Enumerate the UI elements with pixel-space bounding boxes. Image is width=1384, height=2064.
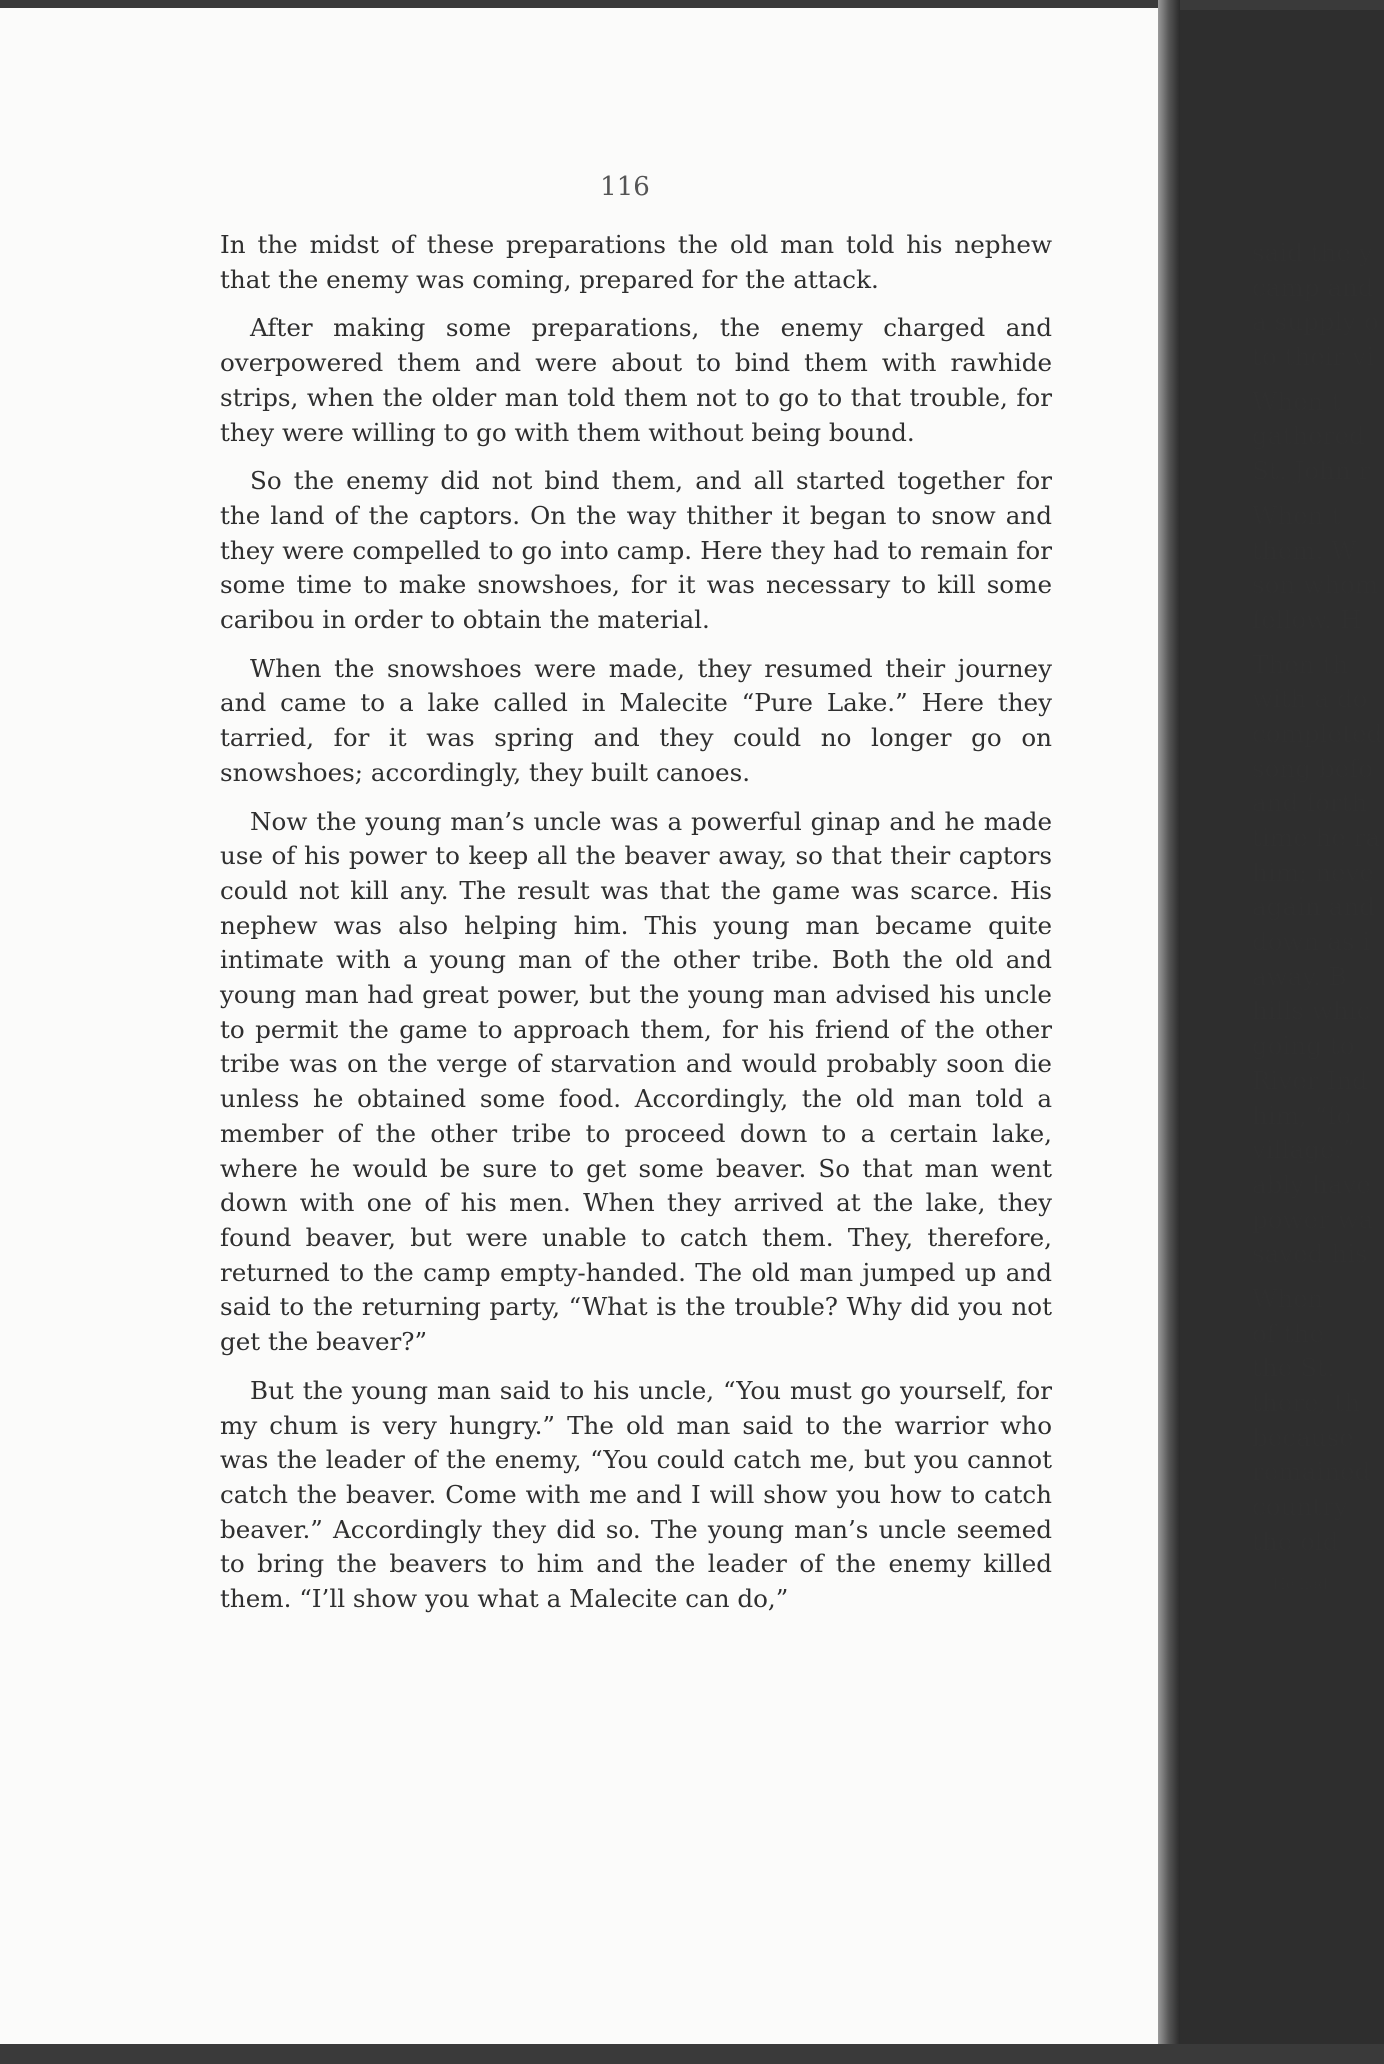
text-line: a supply o	[1252, 307, 1379, 337]
scan-bottom-edge	[0, 2044, 1384, 2064]
text-line: power wa	[1252, 1204, 1374, 1234]
text-line: with a do	[1252, 684, 1368, 714]
paragraph: After making some preparations, the enemy charged and overpowered them and were about to bind them with rawhide strips, when the older man told them not to go to that trouble, for they were willing to go with them without being bound.	[220, 313, 1052, 447]
book-gutter	[1158, 0, 1180, 2044]
paragraph: When the snowshoes were made, they resumed their journey and came to a lake called in Malecite “Pure Lake.” Here they tarried, for it was spring and they could no longer go on snowshoes; accordingly, they built canoes.	[220, 653, 1052, 787]
text-line: of the	[1252, 1318, 1325, 1348]
text-line: away. B	[1252, 961, 1347, 991]
text-line: time he ra	[1252, 823, 1381, 852]
text-line: down as i	[1252, 927, 1371, 957]
paragraph: In the midst of these preparations the old man told his nephew that the enemy was coming, prepared for the attack.	[220, 230, 1052, 294]
text-line: village.”	[1252, 1135, 1355, 1165]
text-line: When t	[1252, 386, 1342, 416]
text-line: to their vi	[1252, 342, 1374, 372]
text-line: him; neve	[1252, 857, 1374, 887]
text-line: When t	[1252, 500, 1342, 530]
text-line: again and	[1252, 892, 1375, 922]
text-line: Then th	[1252, 649, 1349, 679]
text-line: because	[1252, 1422, 1354, 1452]
text-line: hills whic	[1252, 996, 1371, 1026]
footnote: ¹ He had	[1262, 1575, 1328, 1594]
left-page-body	[220, 228, 1052, 1631]
paragraph: So the enemy did not bind them, and all started together for the land of the captors. On the way thither it began to snow and they were compelled to go into camp. Here they had to remain for some time to make snowshoes, for it was necessary to kill some caribou in order to obtain the material.	[220, 466, 1052, 635]
paragraph: But the young man said to his uncle, “You must go yourself, for my chum is very hungry.” The old man said to the warrior who was the leader of the enemy, “You could catch me, but you cannot catch the beaver. Come with me and I will show you how to catch beaver.” Accordingly they did so. The young man’s uncle seemed to bring the beavers to him and the leader of the enemy killed them. “I’ll show you what a Malecite can do,”	[220, 1375, 1052, 1614]
text-line: said the y	[1252, 238, 1373, 267]
paragraph: Now the young man’s uncle was a powerful ginap and he made use of his power to keep all the beaver away, so that their captors could not kill any. The result was that the game was scarce. His nephew was also helping him. This young man became quite intimate with a young man of the other tribe. Both the old and young man had great power, but the young man advised his uncle to permit the game to approach them, for his friend of the other tribe was on the verge of starvation and would probably soon die unless he obtained some food. Accordingly, the old man told a member of the other tribe to proceed down to a certain lake, where he would be sure to get some beaver. So that man went down with one of his men. When they arrived at the lake, they found beaver, but were unable to catch them. They, therefore, returned to the camp empty-handed. The old man jumped up and said to the returning party, “What is the trouble? Why did you not get the beaver?”	[220, 806, 1052, 1357]
text-line: son whom	[1252, 570, 1379, 600]
right-page	[1180, 8, 1384, 2044]
text-line: saved his	[1252, 1239, 1368, 1269]
text-line: them. W	[1252, 535, 1357, 565]
text-line: country	[1252, 1492, 1348, 1522]
text-line: camp and	[1252, 272, 1374, 302]
text-line: the old	[1252, 1526, 1339, 1556]
text-line: ably have	[1252, 1169, 1371, 1199]
text-line: there, th	[1252, 1388, 1360, 1417]
text-line: St. John r	[1252, 456, 1371, 486]
right-page-body	[1252, 236, 1384, 1595]
text-line: fellow. H	[1252, 604, 1362, 634]
text-line: him, “fo	[1252, 1100, 1352, 1130]
text-line: song befo	[1252, 753, 1374, 783]
text-line: completed	[1252, 718, 1383, 748]
text-line: and forth	[1252, 788, 1368, 818]
text-line: When	[1252, 1283, 1324, 1313]
text-line: going to	[1252, 1031, 1355, 1061]
text-line: gathered	[1252, 421, 1365, 451]
text-line: remained	[1252, 1457, 1371, 1487]
text-line: the St.	[1252, 1353, 1335, 1383]
text-line: River Ind	[1252, 1065, 1368, 1095]
page-number: 116	[600, 172, 650, 202]
